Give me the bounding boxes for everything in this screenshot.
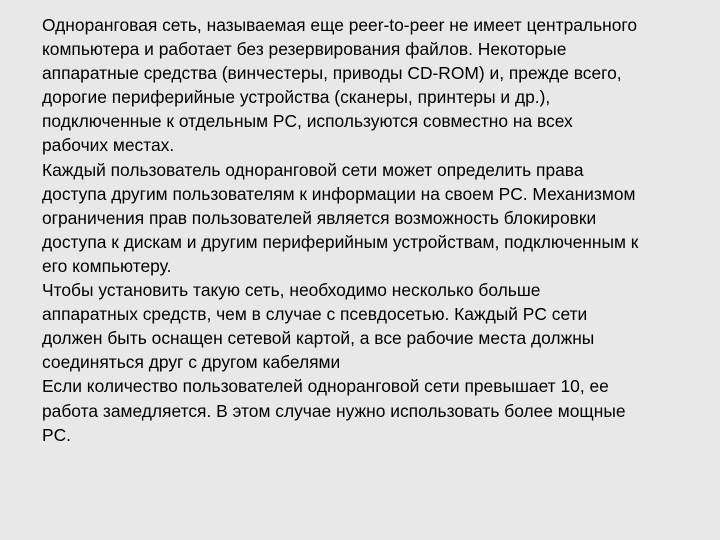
text-line: соединяться друг с другом кабелями: [42, 352, 341, 373]
text-line: ограничения прав пользователей является возможность блокировки: [42, 207, 597, 228]
text-line: доступа другим пользователям к информации на своем PC. Механизмом: [42, 183, 636, 204]
text-line: Каждый пользователь одноранговой сети может определить права: [42, 159, 584, 180]
text-line: доступа к дискам и другим периферийным устройствам, подключенным к: [42, 231, 639, 252]
text-line: аппаратные средства (винчестеры, приводы CD-ROM) и, прежде всего,: [42, 63, 622, 84]
text-line: его компьютеру.: [42, 255, 172, 276]
text-line: подключенные к отдельным PC, используются совместно на всех: [42, 111, 573, 132]
text-line: Если количество пользователей одноранговой сети превышает 10, ее: [42, 376, 609, 397]
text-line: рабочих местах.: [42, 135, 175, 156]
body-text: [42, 13, 720, 447]
text-line: Чтобы установить такую сеть, необходимо несколько больше: [42, 280, 541, 301]
text-line: работа замедляется. В этом случае нужно использовать более мощные: [42, 400, 626, 421]
text-line: компьютера и работает без резервирования файлов. Некоторые: [42, 39, 567, 60]
text-line: Одноранговая сеть, называемая еще peer-to-peer не имеет центрального: [42, 15, 638, 35]
text-line: аппаратных средств, чем в случае с псевдосетью. Каждый PC сети: [42, 304, 588, 325]
text-line: должен быть оснащен сетевой картой, а все рабочие места должны: [42, 328, 595, 349]
text-line: дорогие периферийные устройства (сканеры, принтеры и др.),: [42, 87, 551, 108]
text-line: PC.: [42, 424, 71, 445]
